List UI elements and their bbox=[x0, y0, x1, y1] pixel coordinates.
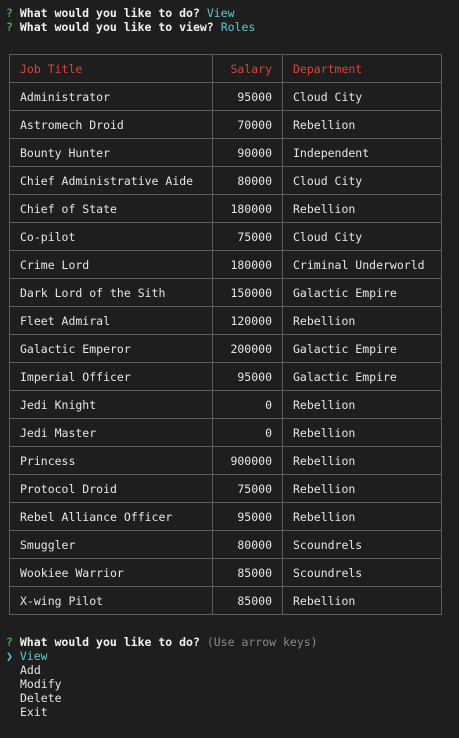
cell-job-title: Dark Lord of the Sith bbox=[10, 279, 213, 307]
table-row bbox=[10, 223, 442, 251]
cell-salary: 95000 bbox=[213, 363, 283, 391]
table-row bbox=[10, 419, 442, 447]
cell-department: Independent bbox=[283, 139, 442, 167]
cell-department: Rebellion bbox=[283, 447, 442, 475]
cell-salary: 120000 bbox=[213, 307, 283, 335]
cell-salary: 75000 bbox=[213, 475, 283, 503]
cell-job-title: Wookiee Warrior bbox=[10, 559, 213, 587]
cell-job-title: Imperial Officer bbox=[10, 363, 213, 391]
cell-department: Cloud City bbox=[283, 167, 442, 195]
table-row bbox=[10, 83, 442, 111]
cell-department: Rebellion bbox=[283, 587, 442, 615]
menu-item-modify[interactable]: Modify bbox=[20, 677, 62, 691]
cell-job-title: Rebel Alliance Officer bbox=[10, 503, 213, 531]
cell-job-title: Jedi Knight bbox=[10, 391, 213, 419]
cell-salary: 90000 bbox=[213, 139, 283, 167]
cell-salary: 95000 bbox=[213, 503, 283, 531]
table-row bbox=[10, 363, 442, 391]
table-row bbox=[10, 391, 442, 419]
cell-job-title: Chief Administrative Aide bbox=[10, 167, 213, 195]
cell-job-title: X-wing Pilot bbox=[10, 587, 213, 615]
table-row bbox=[10, 587, 442, 615]
cell-department: Rebellion bbox=[283, 475, 442, 503]
cell-salary: 85000 bbox=[213, 559, 283, 587]
cell-salary: 900000 bbox=[213, 447, 283, 475]
cell-job-title: Fleet Admiral bbox=[10, 307, 213, 335]
table-row bbox=[10, 447, 442, 475]
cell-job-title: Galactic Emperor bbox=[10, 335, 213, 363]
cell-salary: 150000 bbox=[213, 279, 283, 307]
cell-salary: 0 bbox=[213, 391, 283, 419]
cell-department: Cloud City bbox=[283, 83, 442, 111]
prompt-question: What would you like to do? bbox=[19, 6, 200, 20]
cell-department: Rebellion bbox=[283, 503, 442, 531]
prompt-marker: ? bbox=[6, 6, 13, 20]
prompt-line-action bbox=[6, 6, 459, 20]
prompt-line-view bbox=[6, 20, 459, 34]
cell-salary: 0 bbox=[213, 419, 283, 447]
cell-department: Galactic Empire bbox=[283, 335, 442, 363]
roles-table bbox=[9, 54, 442, 615]
cell-job-title: Princess bbox=[10, 447, 213, 475]
cell-job-title: Crime Lord bbox=[10, 251, 213, 279]
cell-salary: 95000 bbox=[213, 83, 283, 111]
menu-item-label: View bbox=[19, 649, 48, 663]
cell-department: Rebellion bbox=[283, 307, 442, 335]
table-row bbox=[10, 279, 442, 307]
cell-salary: 85000 bbox=[213, 587, 283, 615]
cell-job-title: Co-pilot bbox=[10, 223, 213, 251]
cell-job-title: Astromech Droid bbox=[10, 111, 213, 139]
roles-table-body bbox=[10, 83, 442, 615]
table-row bbox=[10, 307, 442, 335]
menu-question: What would you like to do? bbox=[19, 635, 200, 649]
menu-item-add[interactable]: Add bbox=[20, 663, 41, 677]
cell-department: Rebellion bbox=[283, 391, 442, 419]
header-salary: Salary bbox=[213, 55, 283, 83]
cell-job-title: Administrator bbox=[10, 83, 213, 111]
cell-salary: 180000 bbox=[213, 195, 283, 223]
header-job-title: Job Title bbox=[10, 55, 213, 83]
table-row bbox=[10, 111, 442, 139]
cell-job-title: Protocol Droid bbox=[10, 475, 213, 503]
table-row bbox=[10, 559, 442, 587]
cell-salary: 200000 bbox=[213, 335, 283, 363]
action-menu bbox=[6, 635, 318, 719]
cell-department: Scoundrels bbox=[283, 559, 442, 587]
table-row bbox=[10, 251, 442, 279]
table-row bbox=[10, 167, 442, 195]
prompt-answer: Roles bbox=[220, 20, 256, 34]
cell-job-title: Jedi Master bbox=[10, 419, 213, 447]
cell-department: Rebellion bbox=[283, 419, 442, 447]
cell-salary: 180000 bbox=[213, 251, 283, 279]
table-header-row bbox=[10, 55, 442, 83]
prompt-marker: ? bbox=[6, 20, 13, 34]
table-row bbox=[10, 139, 442, 167]
menu-prompt-line bbox=[6, 635, 318, 649]
cell-job-title: Chief of State bbox=[10, 195, 213, 223]
menu-hint: (Use arrow keys) bbox=[206, 635, 318, 649]
table-row bbox=[10, 335, 442, 363]
cell-salary: 75000 bbox=[213, 223, 283, 251]
table-row bbox=[10, 503, 442, 531]
table-row bbox=[10, 531, 442, 559]
table-row bbox=[10, 195, 442, 223]
menu-item-delete[interactable]: Delete bbox=[20, 691, 62, 705]
cell-department: Rebellion bbox=[283, 195, 442, 223]
prompt-answer: View bbox=[206, 6, 235, 20]
cell-salary: 80000 bbox=[213, 531, 283, 559]
cell-department: Scoundrels bbox=[283, 531, 442, 559]
cell-department: Rebellion bbox=[283, 111, 442, 139]
cell-department: Galactic Empire bbox=[283, 279, 442, 307]
cell-salary: 80000 bbox=[213, 167, 283, 195]
header-department: Department bbox=[283, 55, 442, 83]
cell-salary: 70000 bbox=[213, 111, 283, 139]
cell-department: Galactic Empire bbox=[283, 363, 442, 391]
pointer-icon: ❯ bbox=[6, 649, 13, 663]
menu-item-selected[interactable] bbox=[6, 649, 318, 663]
prompt-question: What would you like to view? bbox=[19, 20, 214, 34]
menu-item-exit[interactable]: Exit bbox=[20, 705, 48, 719]
cell-job-title: Bounty Hunter bbox=[10, 139, 213, 167]
cell-department: Criminal Underworld bbox=[283, 251, 442, 279]
cell-job-title: Smuggler bbox=[10, 531, 213, 559]
cell-department: Cloud City bbox=[283, 223, 442, 251]
prompt-marker: ? bbox=[6, 635, 13, 649]
table-row bbox=[10, 475, 442, 503]
